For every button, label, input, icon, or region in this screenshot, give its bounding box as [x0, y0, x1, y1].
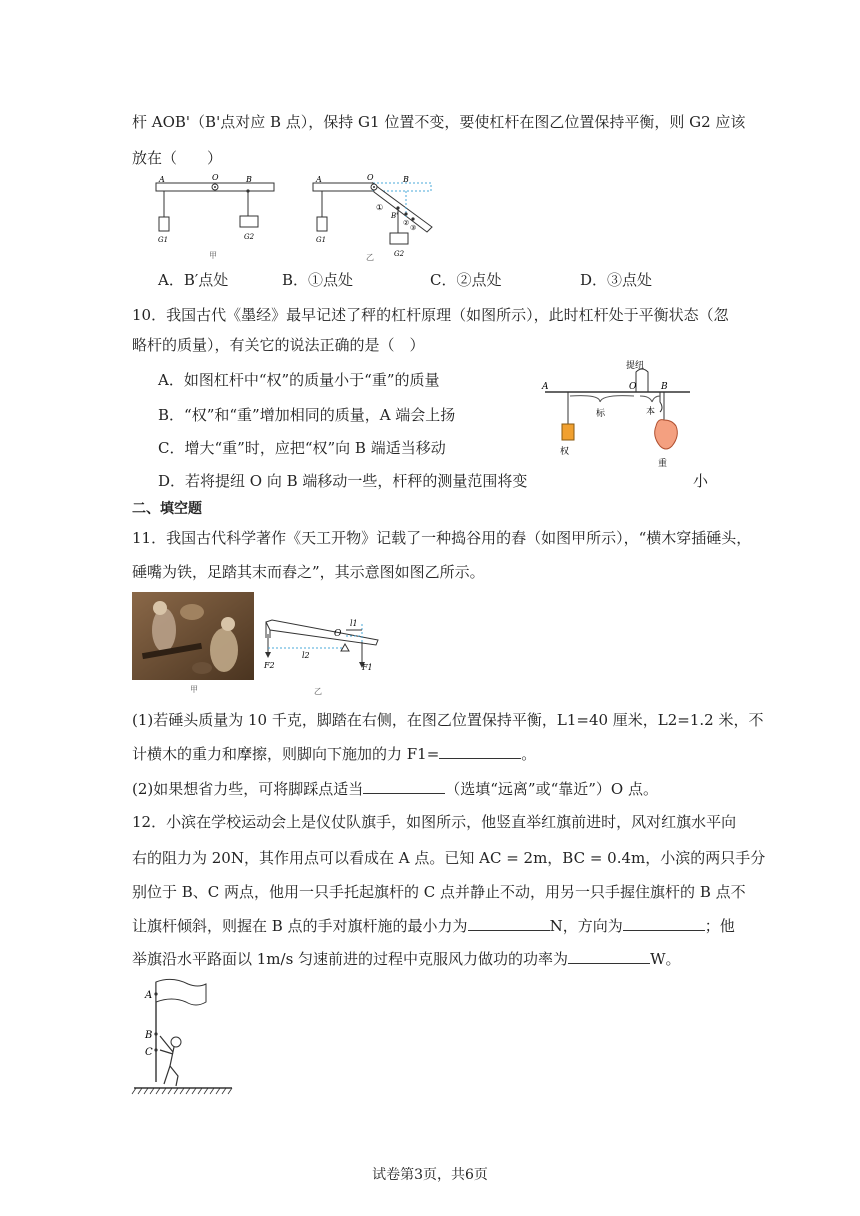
q12-stem-2: 右的阻力为 20N，其作用点可以看成在 A 点。已知 AC = 2m，BC = 0.4m，小滨的两只手分 [132, 849, 766, 867]
caption-jia: 甲 [209, 251, 217, 260]
q12-stem-3: 别位于 B、C 两点，他用一只手托起旗杆的 C 点并静止不动，用另一只手握住旗杆的 B 点不 [132, 883, 746, 901]
label-biao: 标 [596, 409, 606, 419]
page-footer: 试卷第3页，共6页 [372, 1167, 488, 1183]
label-F1: F1 [362, 663, 373, 672]
label-O-yi: O [367, 173, 374, 182]
caption-yi: 乙 [366, 253, 374, 262]
q12-stem-4c: ；他 [704, 917, 735, 935]
label-O: O [629, 382, 637, 392]
q11-part2-text-a: (2)如果想省力些，可将脚踩点适当 [132, 780, 364, 798]
label-G2-yi: G2 [394, 250, 405, 258]
q12-stem-5a: 举旗沿水平路面以 1m/s 匀速前进的过程中克服风力做功的功率为 [132, 950, 569, 968]
label-Bprime: B' [391, 212, 399, 220]
label-quan: 权 [560, 447, 570, 457]
q12-flag-figure [130, 976, 240, 1098]
label-C: C [145, 1047, 153, 1058]
q11-stem-2: 硾嘴为铁，足踏其末而舂之”，其示意图如图乙所示。 [132, 563, 485, 581]
marker-2: ② [403, 219, 410, 227]
q9-figure [150, 172, 440, 264]
q10-stem-1: 10．我国古代《墨经》最早记述了秤的杠杆原理（如图所示），此时杠杆处于平衡状态（忽 [132, 306, 729, 324]
q9-option-a: A．B′点处 [158, 271, 229, 289]
q11-part2-text-b: （选填“远离”或“靠近”）O 点。 [445, 780, 658, 798]
marker-3: ③ [410, 224, 417, 232]
label-G1: G1 [158, 236, 169, 244]
label-O: O [212, 173, 219, 182]
label-G1-yi: G1 [316, 236, 327, 244]
label-O: O [334, 629, 342, 639]
answer-blank-position[interactable] [363, 777, 445, 794]
q11-part1-line-1: (1)若硾头质量为 10 千克，脚踏在右侧，在图乙位置保持平衡，L1=40 厘米，L2=1.2 米，不 [132, 711, 764, 729]
q9-option-c: C．②点处 [430, 271, 502, 289]
label-B: B [246, 175, 252, 184]
label-B-yi: B [403, 175, 409, 184]
answer-blank-power[interactable] [568, 947, 650, 964]
q11-figure-photo [132, 590, 256, 694]
q9-line-1: 杆 AOB'（B'点对应 B 点），保持 G1 位置不变，要使杠杆在图乙位置保持平衡，则 G2 应该 [132, 113, 746, 131]
q12-stem-4 [132, 914, 735, 936]
section-title: 二、填空题 [132, 501, 202, 517]
q11-part1-line-2 [132, 742, 536, 764]
caption-yi: 乙 [314, 687, 322, 696]
caption-jia: 甲 [190, 685, 198, 694]
label-zhong: 重 [658, 459, 668, 469]
q11-part2-line [132, 777, 658, 799]
label-B: B [661, 382, 668, 392]
label-tizu: 提纽 [626, 361, 645, 371]
lever-figure-yi [313, 173, 432, 262]
q11-figure-diagram [262, 612, 390, 696]
label-l2: l2 [302, 651, 310, 660]
q12-stem-4a: 让旗杆倾斜，则握在 B 点的手对旗杆施的最小力为 [132, 917, 468, 935]
answer-blank-direction[interactable] [623, 914, 705, 931]
q9-line-2: 放在（ ） [132, 149, 223, 167]
q10-option-b: B．“权”和“重”增加相同的质量，A 端会上扬 [158, 406, 456, 424]
q10-option-c: C．增大“重”时，应把“权”向 B 端适当移动 [158, 439, 446, 457]
answer-blank-f1[interactable] [439, 742, 521, 759]
answer-blank-min-force[interactable] [468, 914, 550, 931]
q11-stem-1: 11．我国古代科学著作《天工开物》记载了一种捣谷用的舂（如图甲所示），“横木穿插硾头， [132, 529, 752, 547]
q9-option-b: B．①点处 [282, 271, 354, 289]
q12-stem-1: 12．小滨在学校运动会上是仪仗队旗手，如图所示，他竖直举红旗前进时，风对红旗水平向 [132, 813, 737, 831]
label-l1: l1 [350, 619, 358, 628]
q10-stem-2: 略杆的质量），有关它的说法正确的是（ ） [132, 336, 425, 354]
q11-part1-text: 计横木的重力和摩擦，则脚向下施加的力 F1= [132, 745, 440, 763]
q12-stem-5b: W。 [650, 950, 681, 968]
q10-steelyard-figure [540, 358, 700, 470]
label-F2: F2 [264, 661, 275, 670]
marker-1: ① [376, 203, 384, 212]
q11-part1-end: 。 [521, 745, 537, 763]
lever-figure-jia [156, 173, 274, 260]
label-ben: 本 [646, 407, 656, 417]
label-A-yi: A [316, 175, 322, 184]
label-A: A [145, 990, 153, 1001]
label-B: B [145, 1030, 153, 1041]
q12-stem-5 [132, 947, 680, 969]
label-G2: G2 [244, 233, 255, 241]
q9-option-d: D．③点处 [580, 271, 653, 289]
q10-option-d-tail: 小 [693, 472, 709, 490]
q10-option-a: A．如图杠杆中“权”的质量小于“重”的质量 [158, 371, 440, 389]
label-A: A [159, 175, 165, 184]
label-A: A [542, 382, 549, 392]
q10-option-d: D．若将提纽 O 向 B 端移动一些，杆秤的测量范围将变 [158, 472, 528, 490]
q12-stem-4b: N，方向为 [549, 917, 623, 935]
